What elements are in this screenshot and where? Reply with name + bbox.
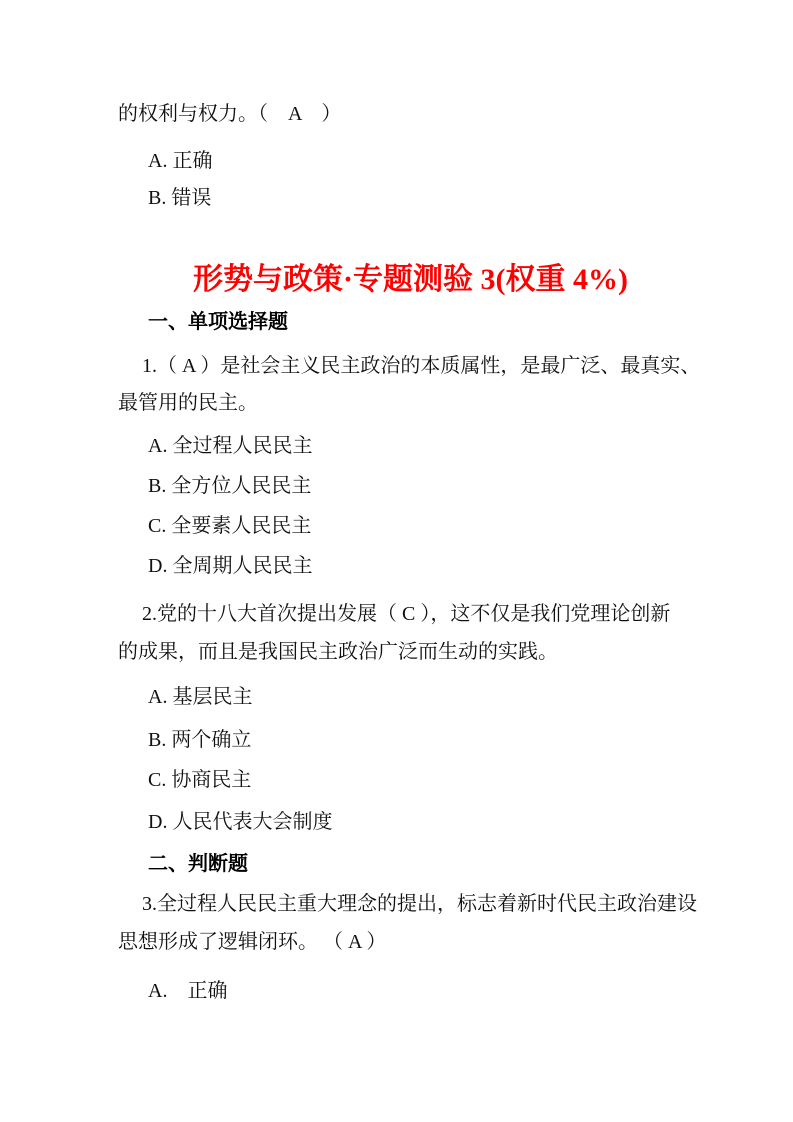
question2-option-b: B. 两个确立 bbox=[148, 729, 252, 751]
prev-question-option-a: A. 正确 bbox=[148, 150, 213, 172]
section-heading-single-choice: 一、单项选择题 bbox=[148, 311, 288, 333]
question1-option-d: D. 全周期人民民主 bbox=[148, 555, 313, 577]
question1-stem-line1: 1.（ A ）是社会主义民主政治的本质属性，是最广泛、最真实、 bbox=[142, 355, 701, 377]
question1-option-a: A. 全过程人民民主 bbox=[148, 435, 313, 457]
prev-question-option-b: B. 错误 bbox=[148, 187, 212, 209]
question2-option-d: D. 人民代表大会制度 bbox=[148, 811, 333, 833]
question3-stem-line1: 3.全过程人民民主重大理念的提出，标志着新时代民主政治建设 bbox=[142, 893, 697, 915]
doc-title: 形势与政策·专题测验 3(权重 4%) bbox=[193, 263, 628, 296]
question1-option-c: C. 全要素人民民主 bbox=[148, 515, 312, 537]
section-heading-true-false: 二、判断题 bbox=[148, 853, 248, 875]
question2-stem-line2: 的成果，而且是我国民主政治广泛而生动的实践。 bbox=[118, 641, 558, 663]
question3-option-a: A. 正确 bbox=[148, 980, 228, 1002]
question3-stem-line2: 思想形成了逻辑闭环。 （ A ） bbox=[118, 931, 387, 953]
question2-option-c: C. 协商民主 bbox=[148, 769, 252, 791]
question2-option-a: A. 基层民主 bbox=[148, 686, 253, 708]
prev-question-stem-tail: 的权利与权力。（ A ） bbox=[118, 103, 342, 125]
question1-stem-line2: 最管用的民主。 bbox=[118, 392, 258, 414]
question2-stem-line1: 2.党的十八大首次提出发展（ C ），这不仅是我们党理论创新 bbox=[142, 603, 671, 625]
question1-option-b: B. 全方位人民民主 bbox=[148, 475, 312, 497]
